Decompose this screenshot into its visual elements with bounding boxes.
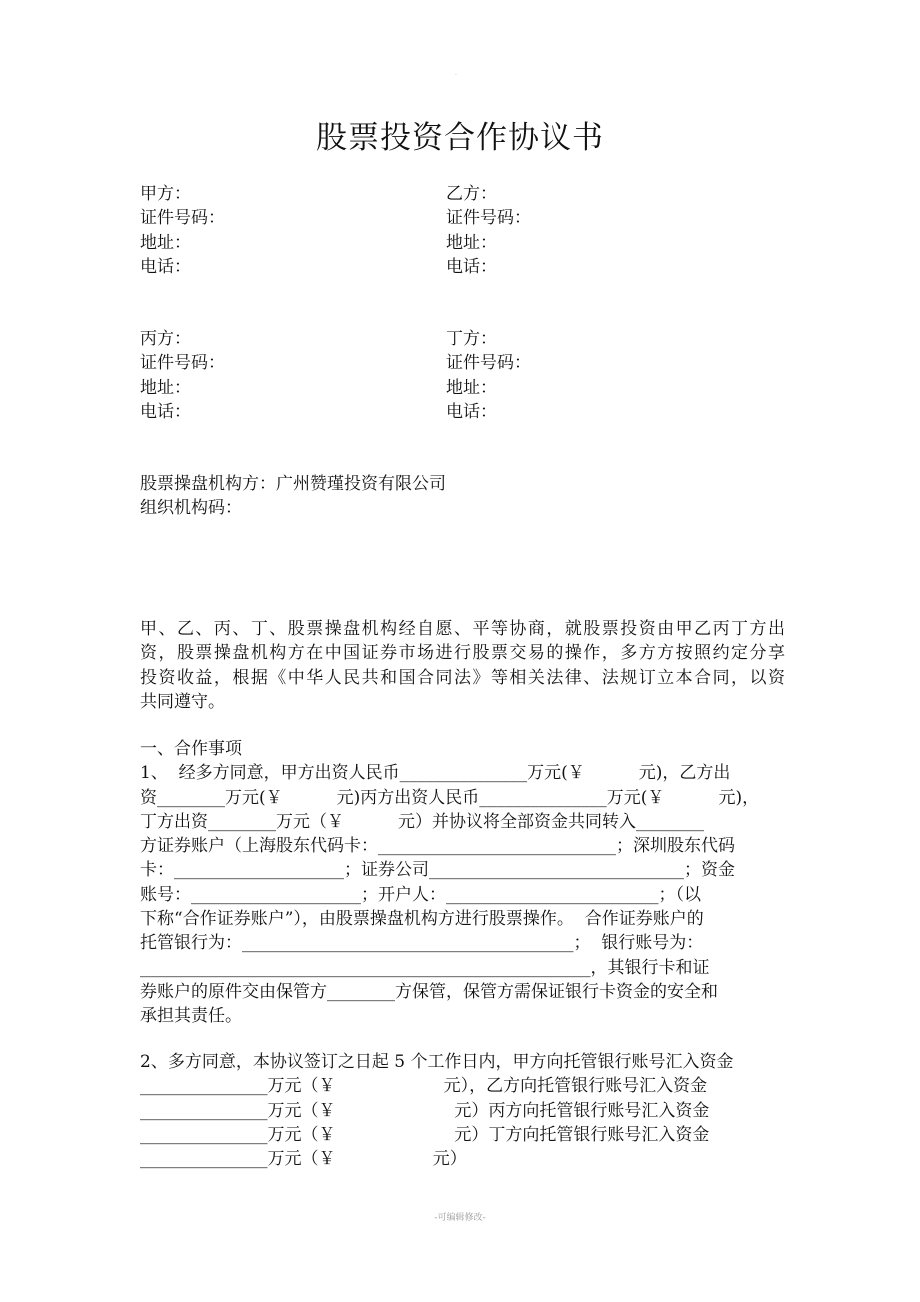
section-2-line: _______________万元（￥ 元）丙方向托管银行账号汇入资金: [140, 1100, 710, 1121]
document-title: 股票投资合作协议书: [316, 120, 604, 156]
section-1-line: 方证券账户（上海股东代码卡：____________________________；深圳股东代码: [140, 836, 735, 857]
intro-line: 投资收益，根据《中华人民共和国合同法》等相关法律、法规订立本合同，以资: [140, 667, 785, 688]
section-2-line: _______________万元（￥ 元），乙方向托管银行账号汇入资金: [140, 1076, 708, 1097]
intro-paragraph: [140, 617, 785, 714]
section-1-line: _____________________________________________________，其银行卡和证: [140, 957, 710, 978]
section-1-line: 托管银行为：_______________________________________； 银行账号为：: [140, 933, 704, 954]
section-1-line: 承担其责任。: [140, 1006, 242, 1027]
party-d-address-label: 地址：: [446, 377, 497, 398]
party-a-name-label: 甲方：: [140, 184, 191, 204]
party-a-phone-label: 电话：: [140, 256, 191, 277]
intro-line: 资，股票操盘机构方在中国证券市场进行股票交易的操作，多方方按照约定分享: [140, 643, 785, 664]
party-a-id-label: 证件号码：: [140, 208, 225, 229]
section-2-line: _______________万元（￥ 元）丁方向托管银行账号汇入资金: [140, 1124, 710, 1145]
intro-line: 共同遵守。: [140, 691, 225, 712]
party-d-name-label: 丁方：: [446, 329, 497, 349]
party-c-block: [140, 327, 440, 424]
page-footer: -可编辑修改-: [434, 1213, 486, 1223]
party-c-id-label: 证件号码：: [140, 353, 225, 374]
section-1-line: 1、 经多方同意，甲方出资人民币_______________万元(￥ 元)，乙方出: [140, 763, 731, 784]
party-c-phone-label: 电话：: [140, 401, 191, 422]
operator-org-code-line: 组织机构码：: [140, 498, 242, 519]
party-d-id-label: 证件号码：: [446, 353, 531, 374]
party-b-block: [446, 182, 746, 279]
intro-line: 甲、乙、丙、丁、股票操盘机构经自愿、平等协商，就股票投资由甲乙丙丁方出: [140, 619, 785, 639]
top-mark: .: [455, 70, 457, 77]
section-1-heading: 一、合作事项: [140, 739, 242, 759]
section-1-line: 账号：____________________；开户人：_________________________；（以: [140, 884, 701, 905]
party-a-address-label: 地址：: [140, 232, 191, 253]
party-d-block: [446, 327, 746, 424]
section-2: [140, 1050, 785, 1171]
party-b-id-label: 证件号码：: [446, 208, 531, 229]
section-1-line: 丁方出资________万元（￥ 元）并协议将全部资金共同转入________: [140, 811, 705, 832]
party-d-phone-label: 电话：: [446, 401, 497, 422]
section-1-line: 卡：____________________；证券公司______________________________；资金: [140, 860, 735, 881]
operator-name-line: 股票操盘机构方：广州赞瑾投资有限公司: [140, 474, 446, 494]
party-b-address-label: 地址：: [446, 232, 497, 253]
section-1-line: 券账户的原件交由保管方________方保管，保管方需保证银行卡资金的安全和: [140, 981, 718, 1002]
party-c-name-label: 丙方：: [140, 329, 191, 349]
party-a-block: [140, 182, 440, 279]
section-1-line: 资________万元(￥ 元)丙方出资人民币_______________万元(￥ 元)，: [140, 787, 760, 808]
operator-block: [140, 472, 446, 521]
section-1-line: 下称“合作证券账户”），由股票操盘机构方进行股票操作。 合作证券账户的: [140, 909, 704, 930]
party-b-name-label: 乙方：: [446, 184, 497, 204]
section-2-line: 2、多方同意，本协议签订之日起 5 个工作日内，甲方向托管银行账号汇入资金: [140, 1052, 734, 1072]
party-b-phone-label: 电话：: [446, 256, 497, 277]
section-1: [140, 737, 785, 1029]
party-c-address-label: 地址：: [140, 377, 191, 398]
section-2-line: _______________万元（￥ 元）: [140, 1149, 467, 1170]
